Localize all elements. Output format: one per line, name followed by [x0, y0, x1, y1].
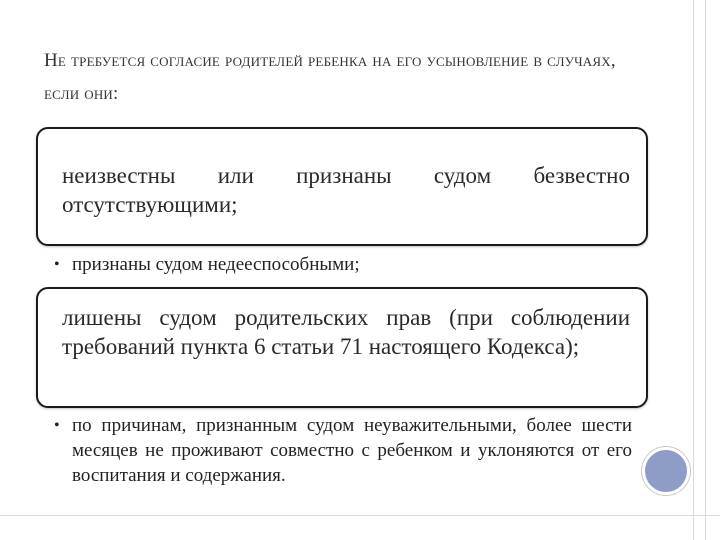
frame-line-bottom	[0, 515, 720, 516]
bullet-incapable	[52, 252, 632, 277]
bullet-dot-icon: •	[54, 417, 60, 434]
condition-box-unknown	[36, 127, 648, 246]
decorative-circle-icon	[642, 447, 690, 495]
bullet-dot-icon: •	[54, 256, 60, 273]
condition-box-unknown-text: неизвестны или признаны судом безвестно отсутствующими;	[62, 163, 630, 217]
condition-box-deprived-rights	[36, 287, 648, 408]
bullet-not-living-together-text: по причинам, признанным судом неуважительными, более шести месяцев не проживают совместно с ребенком и уклоняются от его воспитания и содержания.	[72, 415, 632, 486]
bullet-incapable-text: признаны судом недееспособными;	[72, 254, 360, 275]
condition-box-deprived-rights-text: лишены судом родительских прав (при соблюдении требований пункта 6 статьи 71 настоящего Кодекса);	[62, 305, 630, 359]
frame-line-right-1	[693, 0, 694, 540]
bullet-not-living-together	[52, 413, 632, 488]
slide-title: Не требуется согласие родителей ребенка на его усыновление в случаях, если они:	[44, 50, 616, 104]
frame-line-right-2	[705, 0, 706, 540]
